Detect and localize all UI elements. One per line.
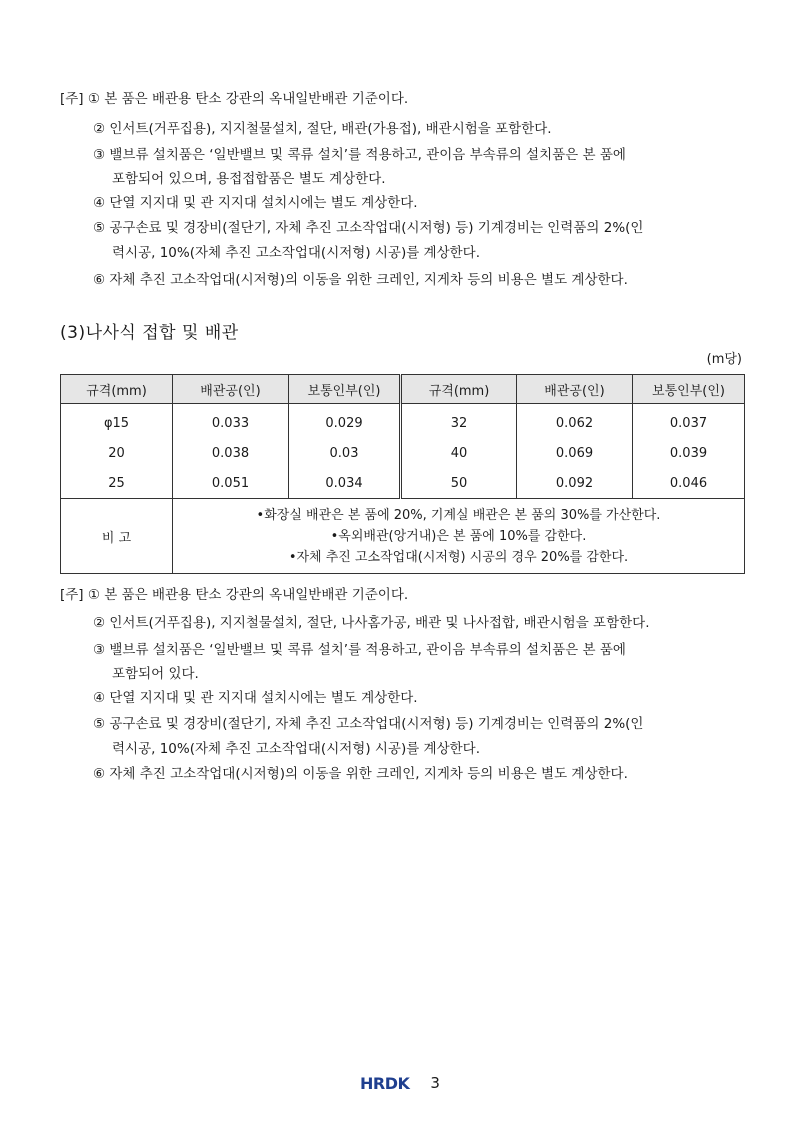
table-cell: 0.092 [517, 468, 633, 499]
remark-row [61, 499, 745, 574]
remark-content [173, 499, 745, 574]
table-cell: 0.038 [173, 438, 289, 468]
remark-label: 비 고 [61, 499, 173, 574]
note-line: 포함되어 있다. [112, 666, 199, 682]
note-line: ⑤ 공구손료 및 경장비(절단기, 자체 추진 고소작업대(시저형) 등) 기계경비는 인력품의 2%(인 [93, 716, 644, 732]
table-cell: φ15 [61, 404, 173, 439]
header-plumber: 배관공(인) [173, 375, 289, 404]
table-cell: 0.037 [633, 404, 745, 439]
unit-label: (m당) [706, 352, 742, 367]
note-line: ② 인서트(거푸집용), 지지철물설치, 절단, 나사홈가공, 배관 및 나사접합, 배관시험을 포함한다. [93, 615, 650, 631]
table-cell: 40 [401, 438, 517, 468]
table-cell: 0.033 [173, 404, 289, 439]
labor-table [60, 374, 745, 574]
table-cell: 25 [61, 468, 173, 499]
table-cell: 0.029 [289, 404, 401, 439]
header-laborer: 보통인부(인) [289, 375, 401, 404]
note-line: 력시공, 10%(자체 추진 고소작업대(시저형) 시공)를 계상한다. [112, 245, 481, 261]
table-cell: 0.051 [173, 468, 289, 499]
note-line: [주] ① 본 품은 배관용 탄소 강관의 옥내일반배관 기준이다. [60, 587, 409, 603]
section-title: (3)나사식 접합 및 배관 [60, 323, 239, 343]
header-spec: 규격(mm) [61, 375, 173, 404]
table-cell: 32 [401, 404, 517, 439]
note-line: ④ 단열 지지대 및 관 지지대 설치시에는 별도 계상한다. [93, 195, 418, 211]
hrdk-logo [360, 1074, 420, 1092]
table-cell: 20 [61, 438, 173, 468]
note-line: ② 인서트(거푸집용), 지지철물설치, 절단, 배관(가용접), 배관시험을 포함한다. [93, 121, 552, 137]
table-cell: 0.062 [517, 404, 633, 439]
note-line: ③ 밸브류 설치품은 ‘일반밸브 및 콕류 설치’를 적용하고, 관이음 부속류의 설치품은 본 품에 [93, 147, 626, 163]
table-row [61, 468, 745, 499]
table-cell: 0.034 [289, 468, 401, 499]
note-line: 포함되어 있으며, 용접접합품은 별도 계상한다. [112, 171, 386, 187]
note-line: 력시공, 10%(자체 추진 고소작업대(시저형) 시공)를 계상한다. [112, 741, 481, 757]
remark-line: •자체 추진 고소작업대(시저형) 시공의 경우 20%를 감한다. [288, 549, 629, 565]
note-line: [주] ① 본 품은 배관용 탄소 강관의 옥내일반배관 기준이다. [60, 91, 409, 107]
header-laborer: 보통인부(인) [633, 375, 745, 404]
note-line: ⑤ 공구손료 및 경장비(절단기, 자체 추진 고소작업대(시저형) 등) 기계경비는 인력품의 2%(인 [93, 220, 644, 236]
page-footer [0, 1074, 800, 1092]
note-line: ⑥ 자체 추진 고소작업대(시저형)의 이동을 위한 크레인, 지게차 등의 비용은 별도 계상한다. [93, 272, 628, 288]
table-cell: 0.069 [517, 438, 633, 468]
header-spec: 규격(mm) [401, 375, 517, 404]
table-cell: 0.03 [289, 438, 401, 468]
table-row [61, 438, 745, 468]
remark-line: •화장실 배관은 본 품에 20%, 기계실 배관은 본 품의 30%를 가산한다. [256, 507, 661, 523]
note-line: ⑥ 자체 추진 고소작업대(시저형)의 이동을 위한 크레인, 지게차 등의 비용은 별도 계상한다. [93, 766, 628, 782]
page-number: 3 [430, 1074, 440, 1092]
table-cell: 0.046 [633, 468, 745, 499]
remark-line: •옥외배관(앙거내)은 본 품에 10%를 감한다. [330, 528, 587, 544]
header-plumber: 배관공(인) [517, 375, 633, 404]
note-line: ③ 밸브류 설치품은 ‘일반밸브 및 콕류 설치’를 적용하고, 관이음 부속류의 설치품은 본 품에 [93, 642, 626, 658]
table-cell: 0.039 [633, 438, 745, 468]
table-row [61, 404, 745, 439]
table-header-row [61, 375, 745, 404]
svg-text:HRDK: HRDK [360, 1074, 410, 1092]
table-cell: 50 [401, 468, 517, 499]
note-line: ④ 단열 지지대 및 관 지지대 설치시에는 별도 계상한다. [93, 690, 418, 706]
